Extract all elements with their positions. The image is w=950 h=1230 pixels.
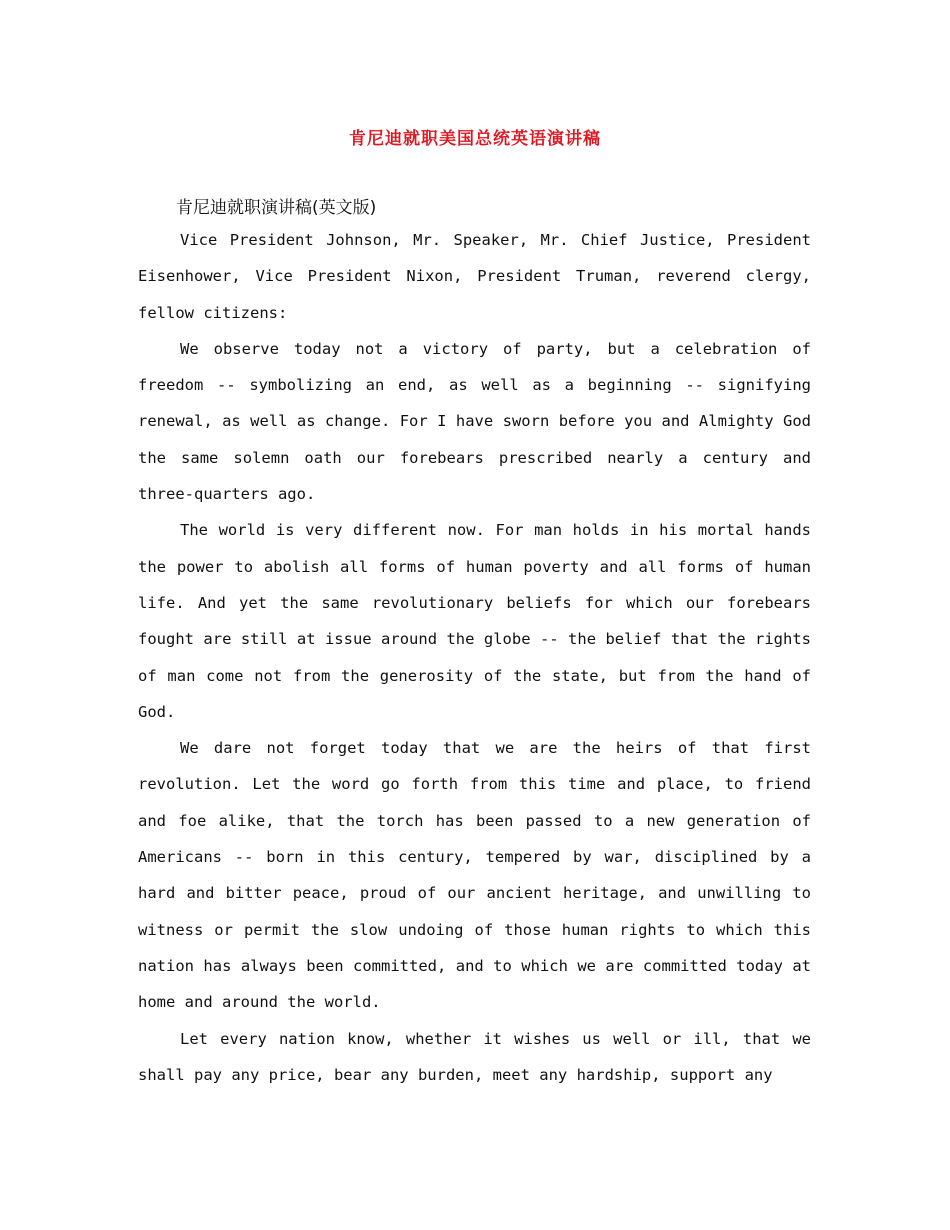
speech-body <box>138 222 811 1093</box>
paragraph: We dare not forget today that we are the heirs of that first revolution. Let the word go forth from this time and place, to friend and foe alike, that the torch has been passed to a new generation of Americans -- born in this century, tempered by war, disciplined by a hard and bitter peace, proud of our ancient heritage, and unwilling to witness or permit the slow undoing of those human rights to which this nation has always been committed, and to which we are committed today at home and around the world. <box>138 739 811 1012</box>
document-subtitle: 肯尼迪就职演讲稿(英文版) <box>176 198 377 218</box>
paragraph: We observe today not a victory of party, but a celebration of freedom -- symbolizing an end, as well as a beginning -- signifying renewal, as well as change. For I have sworn before you and Almighty God the same solemn oath our forebears prescribed nearly a century and three-quarters ago. <box>138 339 811 504</box>
paragraph: Let every nation know, whether it wishes us well or ill, that we shall pay any price, bear any burden, meet any hardship, support any <box>138 1029 811 1084</box>
document-title: 肯尼迪就职美国总统英语演讲稿 <box>349 129 601 149</box>
paragraph: The world is very different now. For man holds in his mortal hands the power to abolish all forms of human poverty and all forms of human life. And yet the same revolutionary beliefs for which our forebears fought are still at issue around the globe -- the belief that the rights of man come not from the generosity of the state, but from the hand of God. <box>138 521 811 721</box>
paragraph-salutation: Vice President Johnson, Mr. Speaker, Mr. Chief Justice, President Eisenhower, Vice President Nixon, President Truman, reverend clergy, fellow citizens: <box>138 231 811 322</box>
